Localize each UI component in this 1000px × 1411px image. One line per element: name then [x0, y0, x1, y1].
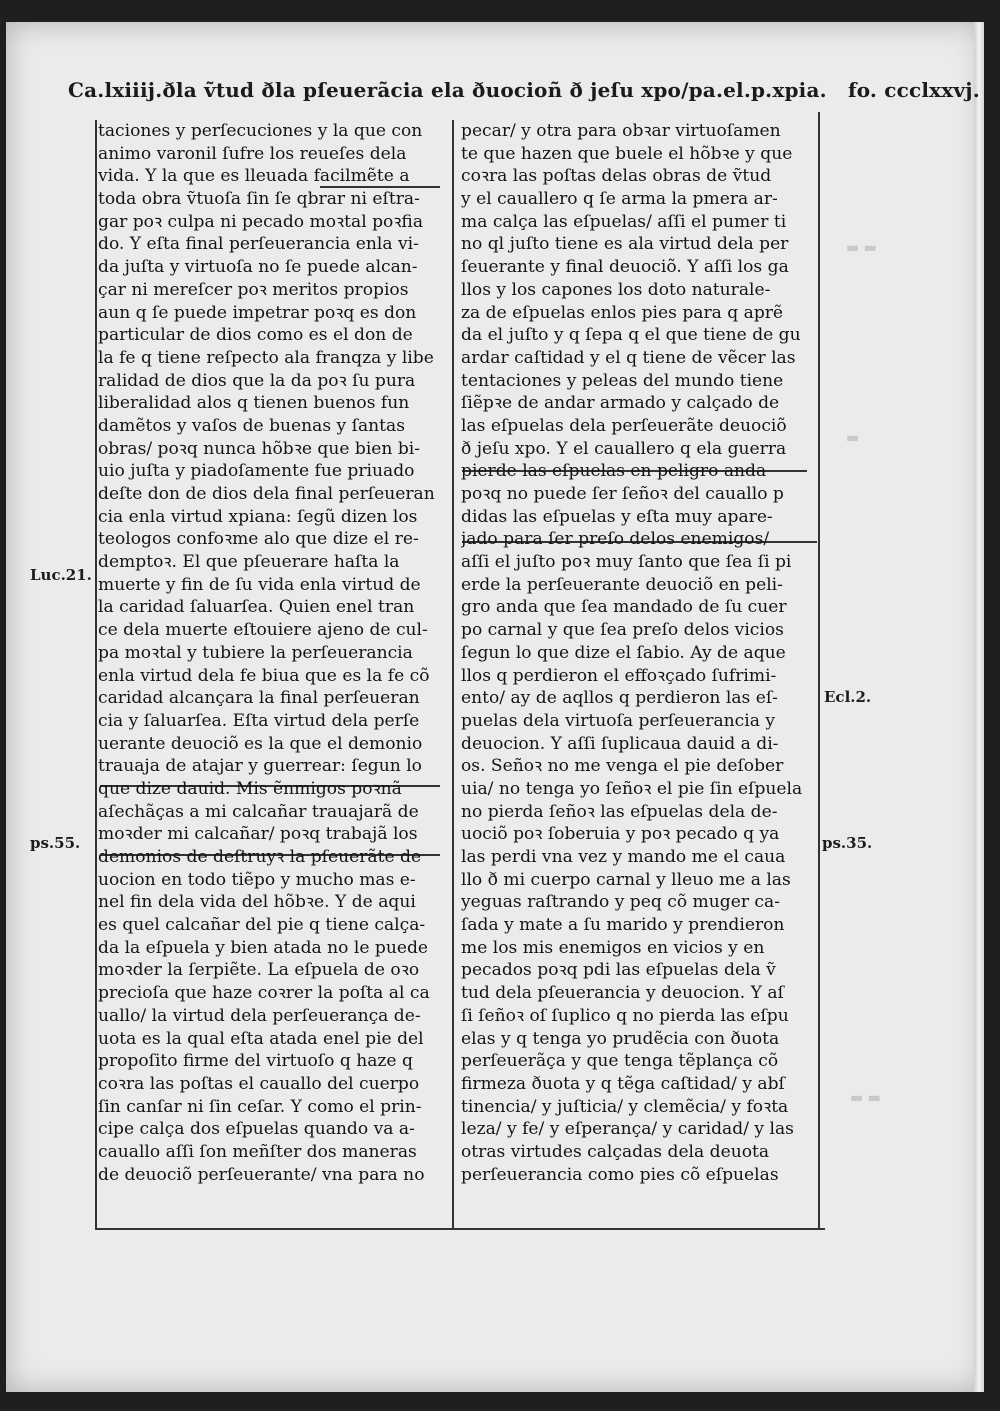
left-text-column [98, 120, 443, 1186]
text-line: gro anda que ſea mandado de ſu cuer [461, 597, 787, 618]
text-line: ð jeſu xpo. Y el cauallero q ela guerra [461, 438, 787, 459]
text-line: elas y q tenga yo prudẽcia con ðuota [461, 1028, 780, 1049]
text-line: uota es la qual eſta atada enel pie del [98, 1028, 424, 1049]
text-line: ma calça las eſpuelas/ aſſi el pumer ti [461, 211, 787, 232]
text-line: ſeuerante y final deuociõ. Y aſſi los ga [461, 257, 789, 278]
text-line: uia/ no tenga yo ſeñoꝛ el pie ſin eſpuela [461, 778, 803, 799]
text-line: deuocion. Y aſſi ſuplicaua dauid a di- [461, 733, 779, 754]
text-line: me los mis enemigos en vicios y en [461, 937, 765, 958]
text-line: aſſi el juſto poꝛ muy ſanto que ſea ſi pi [461, 552, 792, 573]
text-line: didas las eſpuelas y eſta muy apare- [461, 506, 773, 527]
text-line: puelas dela virtuoſa perſeuerancia y [461, 710, 775, 731]
text-line: otras virtudes calçadas dela deuota [461, 1141, 770, 1162]
text-line: çar ni mereſcer poꝛ meritos propios [98, 279, 409, 300]
text-line: propoſito firme del virtuoſo q haze q [98, 1051, 413, 1072]
left-column-rule [95, 120, 97, 1228]
text-line: uociõ poꝛ ſoberuia y poꝛ pecado q ya [461, 824, 780, 845]
text-line: ralidad de dios que la da poꝛ ſu pura [98, 370, 416, 391]
text-line: ſada y mate a ſu marido y prendieron [461, 915, 785, 936]
text-line: demonios de deſtruyꝛ la pſeuerãte de [98, 847, 422, 867]
center-rule [452, 120, 454, 1228]
text-line: pa moꝛtal y tubiere la perſeuerancia [98, 642, 413, 663]
text-line: ento/ ay de aqllos q perdieron las eſ- [461, 688, 778, 709]
text-line: perſeuerãça y que tenga tẽplança cõ [461, 1051, 779, 1072]
margin-note-ecl: Ecl.2. [824, 688, 872, 706]
text-line: pecados poꝛq pdi las eſpuelas dela ṽ [461, 960, 776, 981]
text-line: cia enla virtud xpiana: ſegũ dizen los [98, 506, 418, 527]
text-line: y el cauallero q ſe arma la pmera ar- [461, 189, 778, 210]
text-line: deſte don de dios dela final perſeueran [98, 484, 435, 504]
text-line: liberalidad alos q tienen buenos fun [98, 393, 410, 414]
text-line: ſin canſar ni ſin ceſar. Y como el prin- [98, 1096, 422, 1117]
text-line: las eſpuelas dela perſeuerãte deuociõ [461, 415, 787, 436]
bleed-through-mark: ▬ ▬ [850, 1090, 881, 1106]
text-line: aun q ſe puede impetrar poꝛq es don [98, 302, 417, 323]
folio-number: fo. ccclxxvj. [847, 78, 980, 102]
text-line: os. Señoꝛ no me venga el pie deſober [461, 756, 784, 777]
text-line: ce dela muerte eſtouiere ajeno de cul- [98, 620, 428, 641]
text-line: obras/ poꝛq nunca hõbꝛe que bien bi- [98, 438, 421, 459]
margin-note-ps-right: ps.35. [822, 834, 873, 852]
text-line: firmeza ðuota y q tẽga caſtidad/ y abſ [461, 1073, 785, 1094]
text-line: coꝛra las poſtas el cauallo del cuerpo [98, 1073, 420, 1094]
text-line: uallo/ la virtud dela perſeuerança de- [98, 1005, 421, 1026]
right-text-column [461, 120, 815, 1186]
text-line: poꝛq no puede ſer ſeñoꝛ del cauallo p [461, 484, 784, 504]
text-line: coꝛra las poſtas delas obras de ṽtud [461, 166, 772, 187]
margin-note-luc: Luc.21. [30, 566, 92, 584]
text-line: particular de dios como es el don de [98, 325, 413, 346]
text-line: nel fin dela vida del hõbꝛe. Y de aqui [98, 892, 416, 913]
text-line: la fe q tiene reſpecto ala franqza y libe [98, 347, 434, 368]
text-line: gar poꝛ culpa ni pecado moꝛtal poꝛfia [98, 211, 424, 232]
text-line: caridad alcançara la final perſeueran [98, 688, 420, 709]
text-line: teologos confoꝛme alo que dize el re- [98, 529, 419, 550]
text-line: precioſa que haze coꝛrer la poſta al ca [98, 983, 430, 1004]
text-line: tinencia/ y juſticia/ y clemẽcia/ y foꝛta [461, 1096, 789, 1117]
text-line: damẽtos y vaſos de buenas y ſantas [98, 415, 406, 436]
text-line: ardar caſtidad y el q tiene de vẽcer las [461, 347, 796, 368]
text-line: aſechãças a mi calcañar trauajarã de [98, 801, 419, 822]
text-line: pecar/ y otra para obꝛar virtuoſamen [461, 121, 781, 141]
text-line: llos y los capones los doto naturale- [461, 279, 771, 300]
bottom-rule [95, 1228, 825, 1230]
text-line: de deuociõ perſeuerante/ vna para no [98, 1164, 425, 1185]
text-line: uocion en todo tiẽpo y mucho mas e- [98, 869, 416, 890]
right-column-rule [818, 112, 820, 1228]
text-line: erde la perſeuerante deuociõ en peli- [461, 574, 783, 595]
text-line: za de eſpuelas enlos pies para q aprẽ [461, 302, 784, 323]
text-line: da juſta y virtuoſa no ſe puede alcan- [98, 257, 418, 278]
text-line: las perdi vna vez y mando me el caua [461, 847, 786, 867]
text-line: yeguas raſtrando y peq cõ muger ca- [461, 892, 780, 913]
text-line: toda obra ṽtuoſa ſin ſe qbrar ni eſtra- [98, 189, 420, 210]
text-line: perſeuerancia como pies cõ eſpuelas [461, 1164, 779, 1185]
text-line: leza/ y fe/ y eſperança/ y caridad/ y las [461, 1119, 794, 1140]
text-line: ſiẽpꝛe de andar armado y calçado de [461, 393, 780, 414]
margin-note-ps-left: ps.55. [30, 834, 81, 852]
text-line: demptoꝛ. El que pſeuerare haſta la [98, 552, 400, 573]
text-line: la caridad ſaluarſea. Quien enel tran [98, 597, 415, 618]
text-line: muerte y fin de ſu vida enla virtud de [98, 574, 421, 595]
text-line: que dize dauid. Mis ẽnmigos poꝛnã [98, 778, 402, 799]
text-line: tud dela pſeuerancia y deuocion. Y aſ [461, 983, 784, 1004]
text-line: uio juſta y piadoſamente fue priuado [98, 461, 415, 482]
text-line: jado para ſer preſo delos enemigos/ [461, 529, 770, 550]
text-line: moꝛder la ſerpiẽte. La eſpuela de oꝛo [98, 960, 420, 981]
text-line: ſegun lo que dize el ſabio. Ay de aque [461, 642, 786, 663]
text-line: cia y ſaluarſea. Eſta virtud dela perſe [98, 710, 420, 731]
text-line: llos q perdieron el effoꝛçado ſufrimi- [461, 665, 777, 686]
bleed-through-mark: ▬ [846, 430, 860, 446]
text-line: pierde las eſpuelas en peligro anda [461, 461, 767, 482]
text-line: llo ð mi cuerpo carnal y lleuo me a las [461, 869, 791, 890]
text-line: uerante deuociõ es la que el demonio [98, 733, 423, 754]
bleed-through-mark: ▬ ▬ [846, 240, 877, 256]
text-line: vida. Y la que es lleuada facilmẽte a [98, 166, 410, 187]
text-line: trauaja de atajar y guerrear: ſegun lo [98, 756, 422, 777]
text-line: animo varonil ſufre los reueſes dela [98, 143, 407, 164]
text-line: es quel calcañar del pie q tiene calça- [98, 915, 426, 936]
text-line: cauallo aſſi ſon meñſter dos maneras [98, 1141, 417, 1162]
text-line: do. Y eſta final perſeuerancia enla vi- [98, 234, 419, 255]
text-line: enla virtud dela fe biua que es la fe cõ [98, 665, 430, 686]
text-line: da la eſpuela y bien atada no le puede [98, 937, 429, 958]
text-line: cipe calça dos eſpuelas quando va a- [98, 1119, 415, 1140]
text-line: tentaciones y peleas del mundo tiene [461, 370, 784, 391]
text-line: moꝛder mi calcañar/ poꝛq trabajã los [98, 824, 418, 845]
running-header [68, 78, 980, 102]
text-line: da el juſto y q ſepa q el que tiene de gu [461, 325, 801, 346]
running-title: Ca.lxiiij.ðla ṽtud ðla pſeuerãcia ela ðuocioñ ð jeſu xpo/pa.el.p.xpia. [68, 78, 827, 102]
page-edge [974, 22, 984, 1392]
text-line: po carnal y que ſea preſo delos vicios [461, 620, 784, 641]
text-line: te que hazen que buele el hõbꝛe y que [461, 143, 793, 164]
text-line: ſi ſeñoꝛ oſ ſuplico q no pierda las eſpu [461, 1005, 789, 1026]
text-line: no ql juſto tiene es ala virtud dela per [461, 234, 789, 255]
text-line: no pierda ſeñoꝛ las eſpuelas dela de- [461, 801, 778, 822]
text-line: taciones y perſecuciones y la que con [98, 121, 423, 141]
